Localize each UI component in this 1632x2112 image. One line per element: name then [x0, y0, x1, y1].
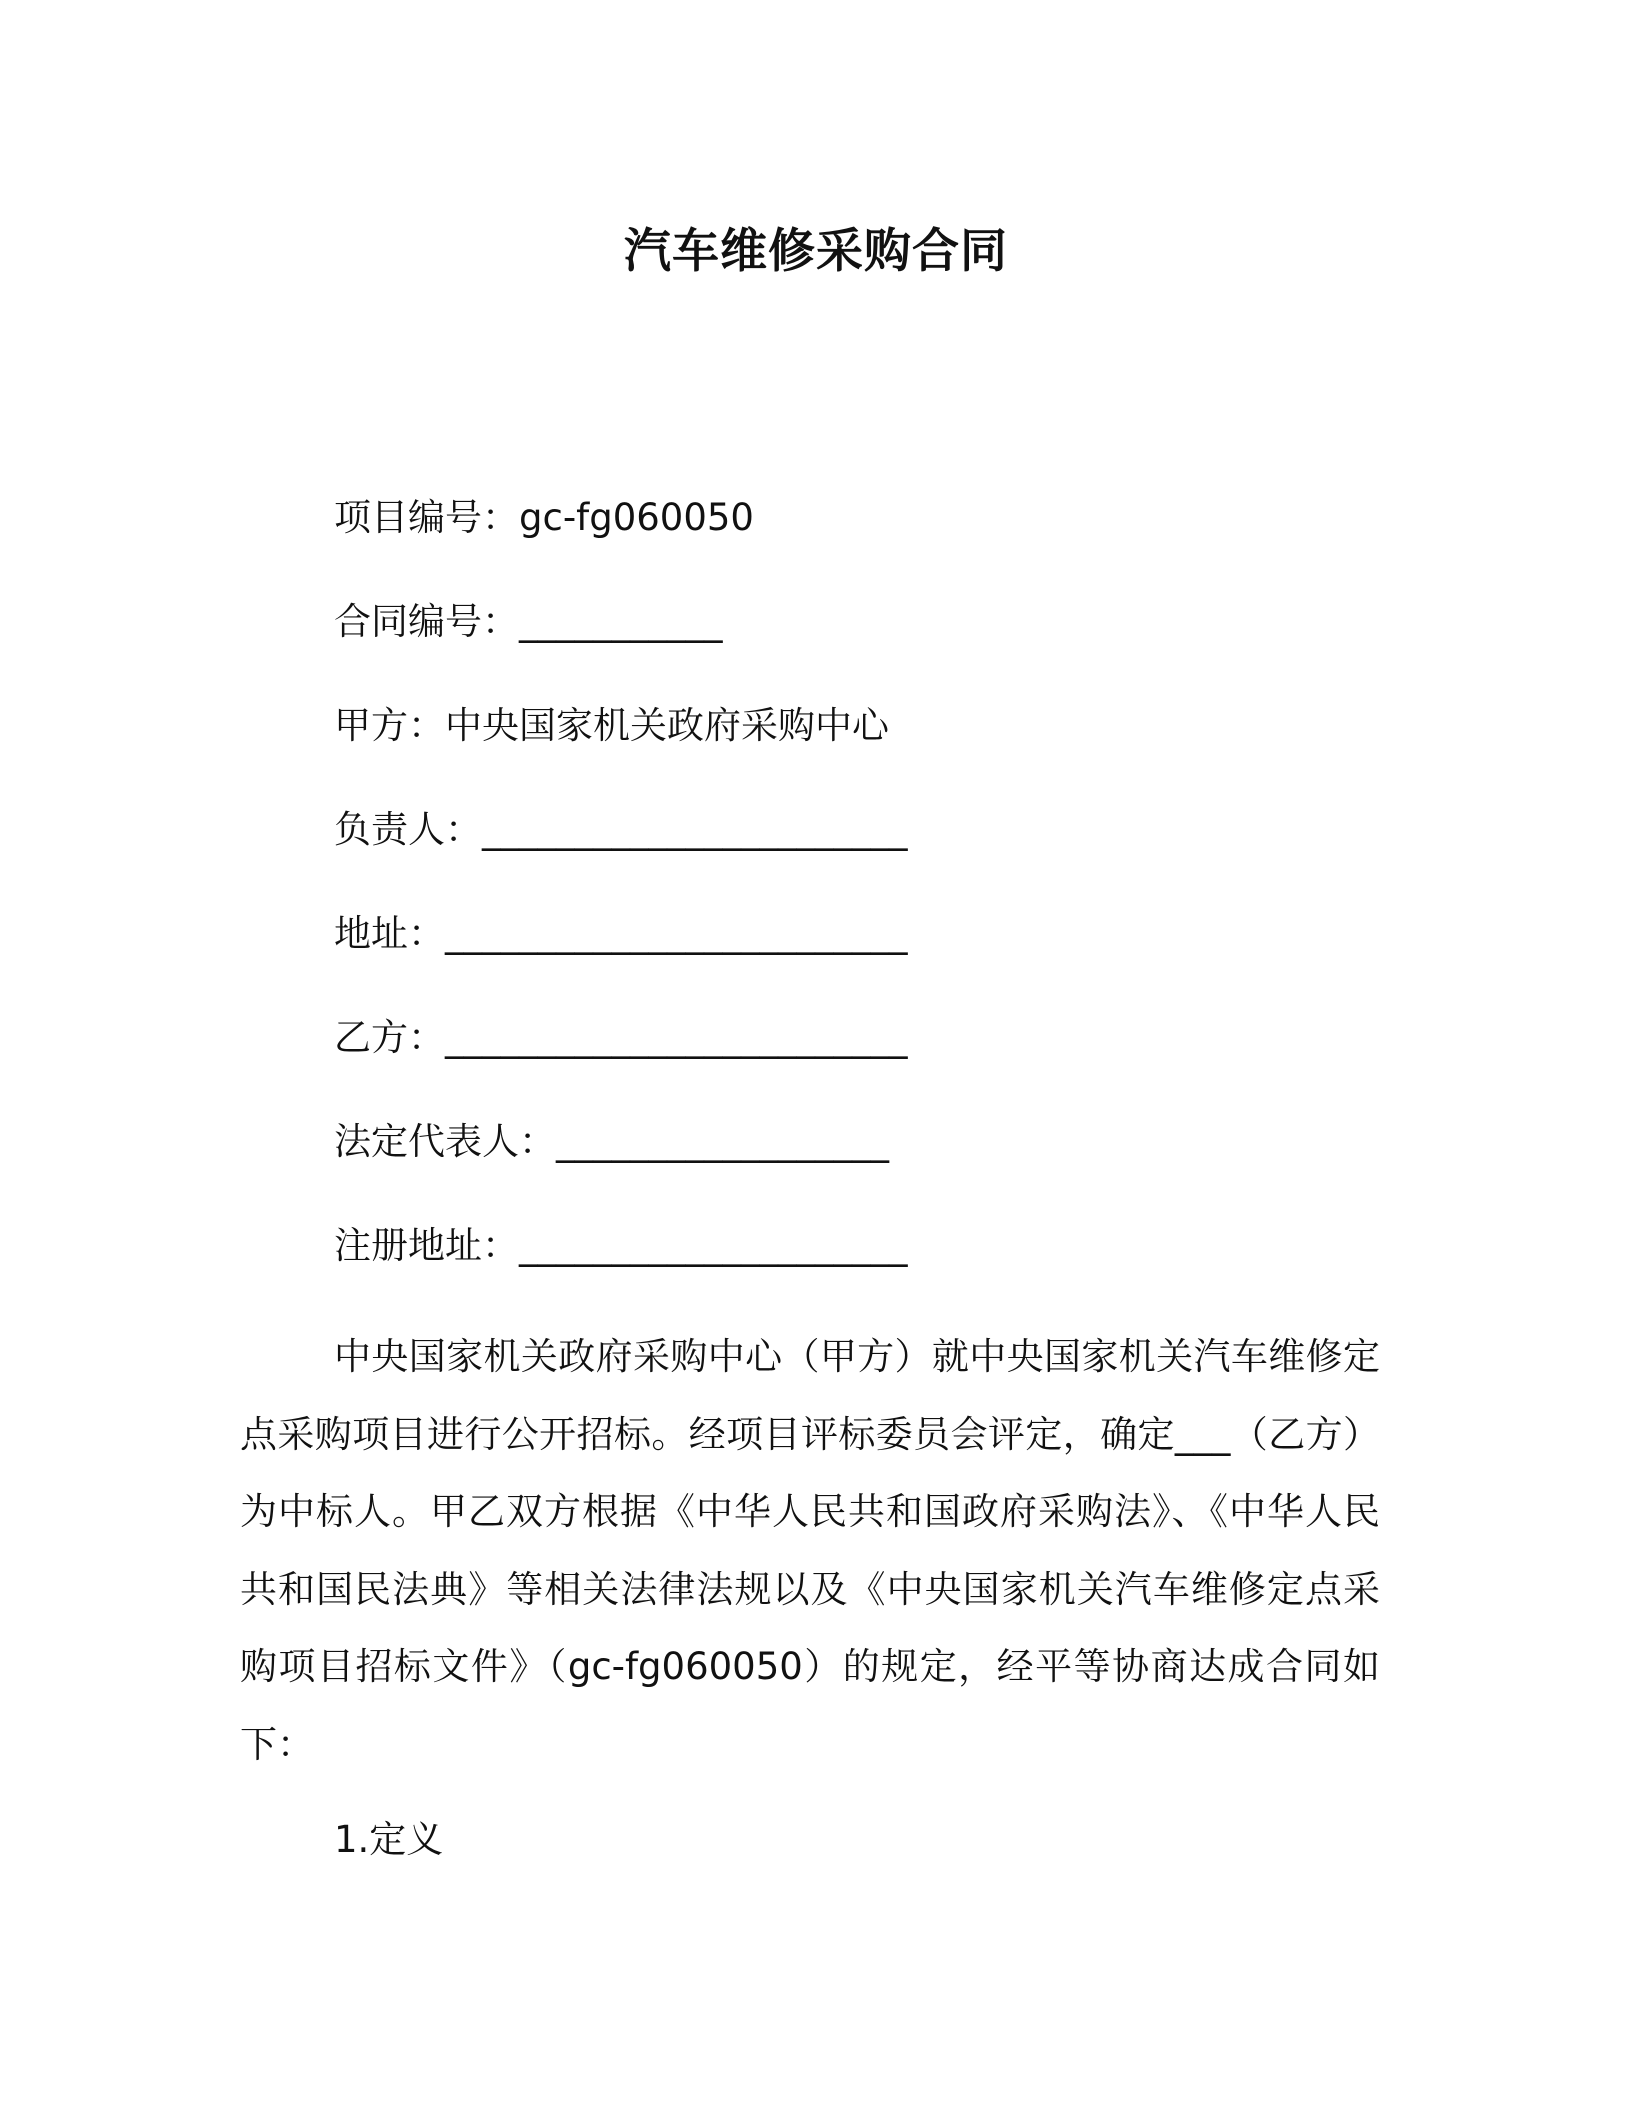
- field-label: 负责人：: [334, 808, 482, 851]
- field-value: _______________________: [482, 808, 908, 851]
- field-value: _________________________: [445, 1016, 908, 1059]
- field-label: 甲方：: [334, 704, 445, 747]
- contract-preamble: 中央国家机关政府采购中心（甲方）就中央国家机关汽车维修定点采购项目进行公开招标。经项目评标委员会评定，确定___（乙方）为中标人。甲乙双方根据《中华人民共和国政府采购法》、《中华人民共和国民法典》等相关法律法规以及《中央国家机关汽车维修定点采购项目招标文件》（gc-fg060050）的规定，经平等协商达成合同如下：: [240, 1335, 1380, 1766]
- field-value: _____________________: [519, 1224, 908, 1267]
- field-label: 乙方：: [334, 1016, 445, 1059]
- section-heading-definitions: 1.定义: [334, 1818, 444, 1861]
- field-value: 中央国家机关政府采购中心: [445, 704, 889, 747]
- field-contract-number: [334, 597, 723, 647]
- field-label: 项目编号：: [334, 496, 519, 539]
- field-registered-address: [334, 1221, 908, 1271]
- field-party-b: [334, 1013, 908, 1063]
- field-address: [334, 909, 908, 959]
- field-value: _________________________: [445, 912, 908, 955]
- field-project-number: [334, 493, 754, 543]
- field-label: 地址：: [334, 912, 445, 955]
- field-label: 注册地址：: [334, 1224, 519, 1267]
- document-title: 汽车维修采购合同: [624, 224, 1008, 279]
- field-value: __________________: [556, 1120, 889, 1163]
- field-value: gc-fg060050: [519, 496, 754, 539]
- field-responsible-person: [334, 805, 908, 855]
- field-label: 合同编号：: [334, 600, 519, 643]
- field-legal-representative: [334, 1117, 889, 1167]
- field-value: ___________: [519, 600, 723, 643]
- field-label: 法定代表人：: [334, 1120, 556, 1163]
- field-party-a: [334, 701, 889, 751]
